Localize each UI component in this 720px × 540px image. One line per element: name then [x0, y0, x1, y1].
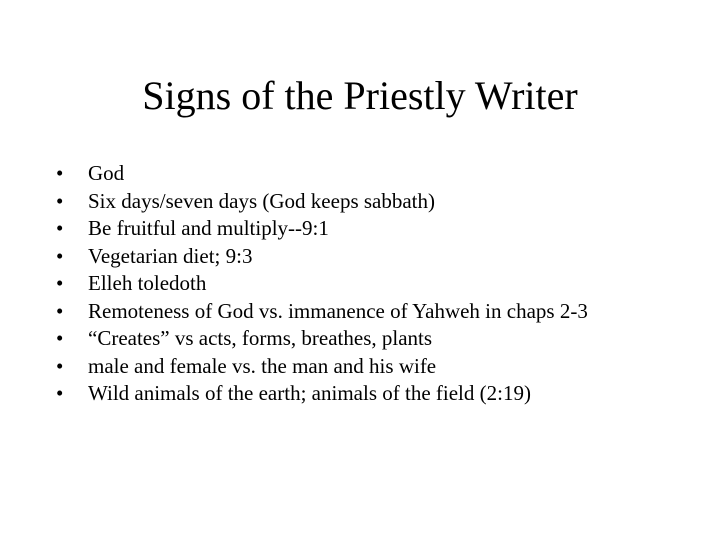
list-item [56, 325, 676, 353]
bullet-text: Vegetarian diet; 9:3 [88, 243, 253, 268]
bullet-icon: • [56, 298, 64, 323]
bullet-icon: • [56, 243, 64, 268]
bullet-icon: • [56, 353, 64, 378]
list-item [56, 188, 676, 216]
bullet-icon: • [56, 381, 64, 405]
bullet-icon: • [56, 216, 64, 240]
list-item [56, 298, 676, 326]
bullet-text: “Creates” vs acts, forms, breathes, plants [88, 326, 433, 350]
list-item [56, 243, 676, 271]
bullet-text: Remoteness of God vs. immanence of Yahweh in chaps 2-3 [88, 298, 588, 323]
bullet-icon: • [56, 271, 64, 295]
bullet-text: Wild animals of the earth; animals of the field (2:19) [88, 381, 531, 405]
list-item [56, 160, 676, 188]
bullet-text: Six days/seven days (God keeps sabbath) [88, 188, 436, 213]
bullet-text: Elleh toledoth [88, 271, 207, 295]
bullet-icon: • [56, 188, 64, 213]
list-item [56, 215, 676, 243]
bullet-list [56, 160, 676, 408]
list-item [56, 380, 676, 408]
bullet-icon: • [56, 326, 64, 350]
list-item [56, 353, 676, 381]
slide-title: Signs of the Priestly Writer [142, 73, 578, 118]
list-item [56, 270, 676, 298]
bullet-text: Be fruitful and multiply--9:1 [88, 216, 329, 240]
bullet-text: male and female vs. the man and his wife [88, 353, 437, 378]
bullet-icon: • [56, 161, 64, 185]
bullet-text: God [88, 161, 125, 185]
